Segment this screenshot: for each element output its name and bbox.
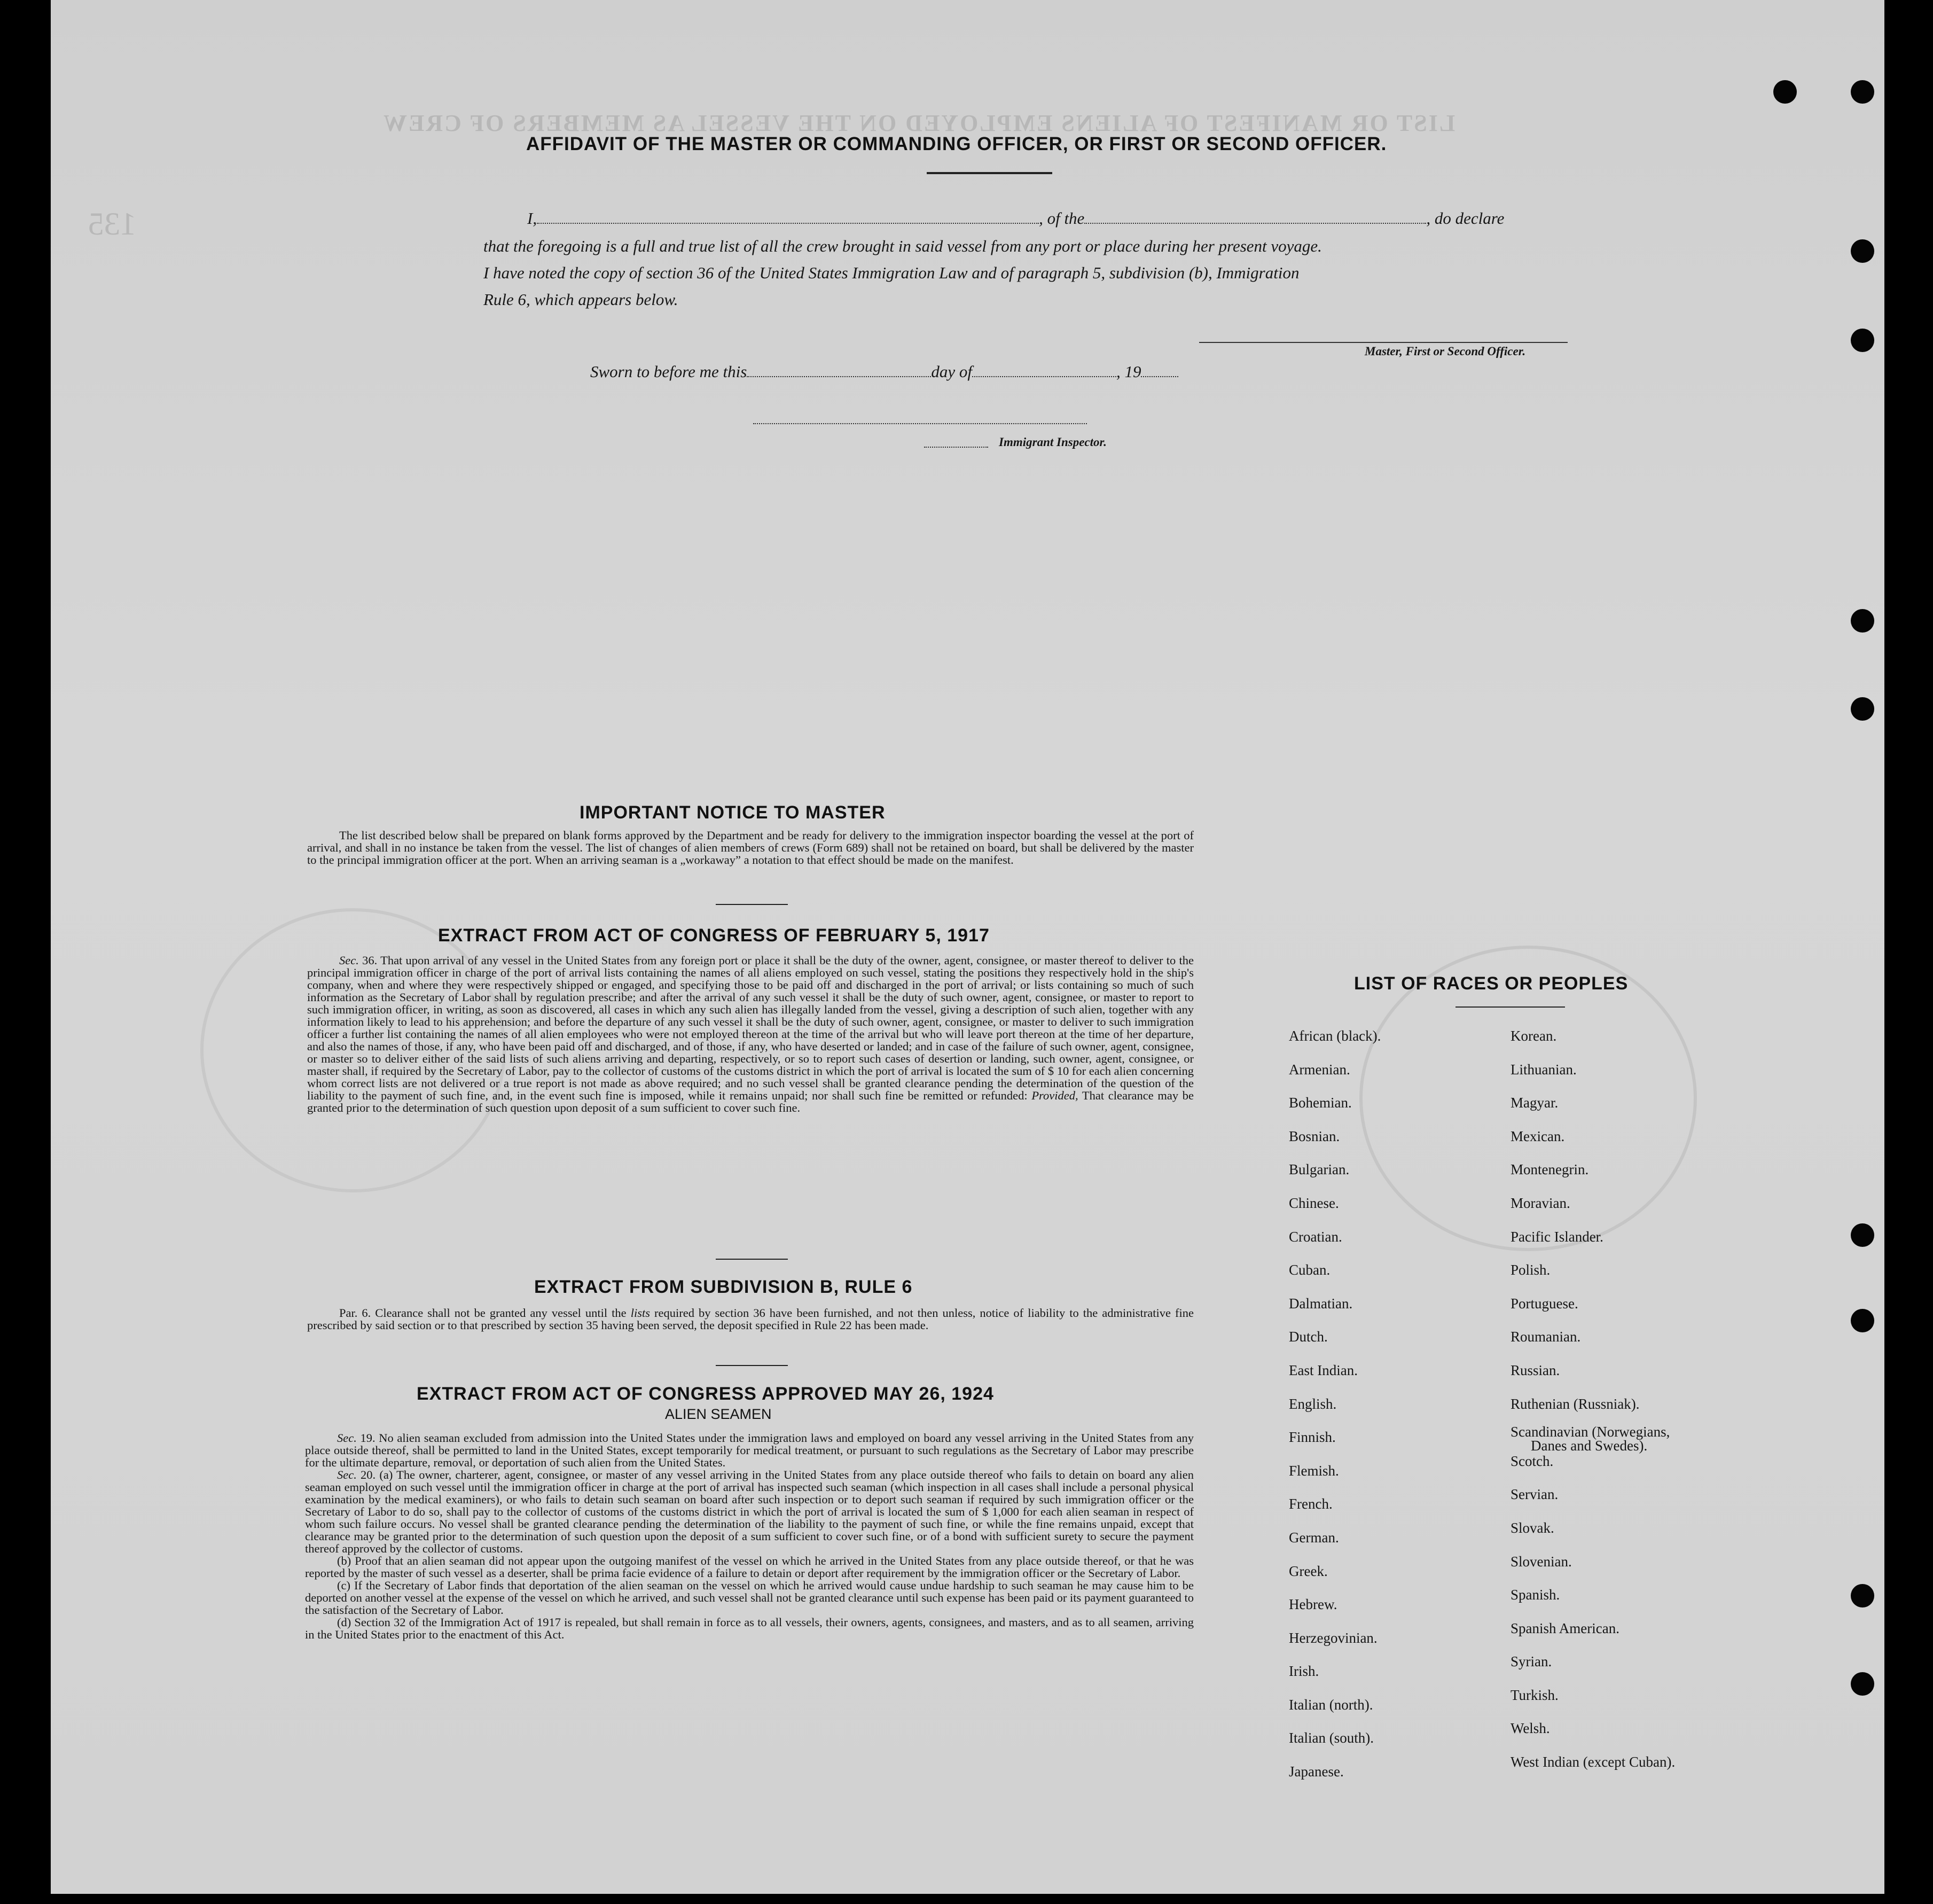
race-item: Greek.	[1289, 1563, 1328, 1579]
race-item: Syrian.	[1511, 1653, 1552, 1670]
race-item: Lithuanian.	[1511, 1061, 1577, 1078]
sec20-label: Sec.	[337, 1468, 357, 1481]
rule6-body	[307, 1307, 1194, 1331]
binder-hole	[1773, 80, 1797, 104]
bleed-through-header: LIST OR MANIFEST OF ALIENS EMPLOYED ON THE VESSEL AS MEMBERS OF CREW	[382, 110, 1455, 136]
divider	[716, 1365, 788, 1366]
act1917-text-end: That clearance may be granted prior to the determination of such question upon deposit of a sum sufficient to cover such fine.	[307, 1089, 1194, 1114]
notice-text: The list described below shall be prepared on blank forms approved by the Department and be ready for delivery to the immigration inspector boarding the vessel at the port of arrival, and shall in no instance be taken from the vessel. The list of changes of alien members of crews (Form 689) shall not be retained on board, but shall be delivered by the master to the principal immigration officer at the port. When an arriving seaman is a „workaway” a notation to that effect should be made on the manifest.	[307, 829, 1194, 867]
races-title-rule	[1455, 1006, 1565, 1008]
race-item: Korean.	[1511, 1028, 1557, 1044]
master-signature-line[interactable]	[1199, 342, 1568, 343]
sec-label: Sec.	[339, 954, 359, 967]
act1917-text: 36. That upon arrival of any vessel in the United States from any foreign port or place it shall be the duty of the owner, agent, consignee, or master thereof to deliver to the principal immigration officer in charge of the port of arrival lists containing the names of all aliens employed on such vessel, stating the positions they respectively hold in the ship's company, when and where they were respectively shipped or engaged, and specifying those to be paid off and discharged in the port of arrival; or lists containing so much of such information as the Secretary of Labor shall by regulation prescribe; and after the arrival of any such vessel it shall be the duty of such owner, agent, consignee, or master to report to such immigration officer, in writing, as soon as discovered, all cases in which any such alien has illegally landed from the vessel, giving a description of such alien, together with any information likely to lead to his apprehension; and before the departure of any such vessel it shall be the duty of such owner, agent, consignee, or master to deliver to such immigration officer a further list containing the names of all alien employees who were not employed thereon at the time of the arrival but who will leave port thereon at the time of her departure, and also the names of those, if any, who have been paid off and discharged, and of those, if any, who have deserted or landed; and in case of the failure of such owner, agent, consignee, or master so to deliver either of the said lists of such aliens arriving and departing, respectively, or so to report such cases of desertion or landing, such owner, agent, consignee, or master shall, if required by the Secretary of Labor, pay to the collector of customs of the customs district in which the port of arrival is located the sum of $ 10 for each alien concerning whom correct lists are not delivered or a true report is not made as above required; and no such vessel shall be granted clearance pending the determination of the question of the liability to the payment of such fine, and, in the event such fine is imposed, while it remains unpaid; nor shall such fine be remitted or refunded:	[307, 954, 1194, 1102]
document-page	[51, 0, 1884, 1894]
race-item: Slovenian.	[1511, 1553, 1572, 1570]
lists-label: lists	[630, 1306, 650, 1320]
act1917-title: EXTRACT FROM ACT OF CONGRESS OF FEBRUARY 5, 1917	[438, 925, 990, 946]
affidavit-i: I,	[527, 209, 537, 228]
race-item: African (black).	[1289, 1028, 1381, 1044]
race-item: Polish.	[1511, 1262, 1551, 1278]
race-item: Servian.	[1511, 1486, 1559, 1503]
notice-body	[307, 829, 1194, 866]
sec19-text: 19. No alien seaman excluded from admission into the United States under the immigration laws and employed on board any vessel arriving in the United States from any place outside thereof, shall be permitted to land in the United States, except temporarily for medical treatment, or pursuant to such regulations as the Secretary of Labor may prescribe for the ultimate departure, removal, or deportation of such alien from the United States.	[305, 1431, 1194, 1469]
affidavit-declare: , do declare	[1426, 209, 1505, 228]
month-blank[interactable]	[972, 364, 1116, 377]
binder-hole	[1851, 239, 1874, 263]
bleed-through-number: 135	[88, 206, 136, 241]
divider	[716, 1259, 788, 1260]
race-item: Bosnian.	[1289, 1128, 1340, 1144]
race-item: Scotch.	[1511, 1453, 1554, 1469]
race-item: Herzegovinian.	[1289, 1629, 1378, 1646]
race-item: German.	[1289, 1529, 1339, 1546]
race-item: Bulgarian.	[1289, 1161, 1350, 1178]
race-item: Spanish American.	[1511, 1620, 1619, 1636]
affidavit-line-3	[483, 260, 1517, 286]
inspector-label: Immigrant Inspector.	[999, 435, 1107, 449]
affidavit-line-2	[483, 233, 1517, 259]
affidavit-line-1	[483, 206, 1517, 231]
race-item: Turkish.	[1511, 1687, 1559, 1703]
race-item: Spanish.	[1511, 1587, 1560, 1603]
act1924-title: EXTRACT FROM ACT OF CONGRESS APPROVED MAY 26, 1924	[417, 1384, 994, 1404]
race-item: Scandinavian (Norwegians,	[1511, 1424, 1670, 1440]
year-label: , 19	[1116, 362, 1141, 381]
affidavit-line-4	[483, 287, 1517, 313]
race-item: Mexican.	[1511, 1128, 1565, 1144]
race-item: Armenian.	[1289, 1061, 1350, 1078]
race-item: Cuban.	[1289, 1262, 1331, 1278]
race-item-continued: Danes and Swedes).	[1531, 1438, 1648, 1454]
sec20a-text: 20. (a) The owner, charterer, agent, consignee, or master of any vessel arriving in the United States from any place outside thereof who fails to detain on board any alien seaman employed on such vessel until the immigration officer in charge at the port of arrival has inspected such seaman (which inspection in all cases shall include a personal physical examination by the medical examiners), or who fails to detain such seaman on board after such inspection or to deport such seaman if required by such immigration officer or the Secretary of Labor to do so, shall pay to the collector of customs of the customs district in which the port of arrival is located the sum of $ 1,000 for each alien seaman in respect of whom such failure occurs. No vessel shall be granted clearance pending the determination of the liability to the payment of such fine, or while the fine remains unpaid, except that clearance may be granted prior to the determination of such question upon the deposit of a sum sufficient to cover such fine, or of a bond with sufficient surety to secure the payment thereof approved by the collector of customs.	[305, 1468, 1194, 1555]
race-item: Bohemian.	[1289, 1095, 1352, 1111]
race-item: Dutch.	[1289, 1329, 1328, 1345]
inspector-line-lower[interactable]	[924, 447, 988, 448]
act1924-subtitle: ALIEN SEAMEN	[665, 1406, 772, 1422]
affidavit-statement-3: Rule 6, which appears below.	[483, 290, 678, 309]
race-item: Russian.	[1511, 1362, 1560, 1378]
race-item: English.	[1289, 1395, 1337, 1412]
binder-hole	[1851, 609, 1874, 633]
act1924-body	[305, 1432, 1194, 1641]
vessel-blank[interactable]	[1084, 211, 1426, 224]
race-item: Hebrew.	[1289, 1596, 1337, 1613]
race-item: Ruthenian (Russniak).	[1511, 1395, 1640, 1412]
inspector-line-upper[interactable]	[753, 423, 1087, 424]
race-item: Pacific Islander.	[1511, 1228, 1603, 1245]
race-item: Welsh.	[1511, 1720, 1550, 1737]
race-item: Italian (north).	[1289, 1696, 1373, 1713]
divider	[716, 904, 788, 905]
affidavit-statement-2: I have noted the copy of section 36 of the United States Immigration Law and of paragraph 5, subdivision (b), Immigration	[483, 263, 1300, 282]
binder-hole	[1851, 329, 1874, 352]
master-signature-label: Master, First or Second Officer.	[1365, 345, 1526, 358]
races-left-column	[1289, 1019, 1381, 1789]
sec20c-text: (c) If the Secretary of Labor finds that deportation of the alien seaman on the vessel on which he arrived would cause undue hardship to such seaman he may cause him to be deported on another vessel at the expense of the vessel on which he arrived, and such vessel shall not be granted clearance until such expense has been paid or its payment guaranteed to the satisfaction of the Secretary of Labor.	[305, 1579, 1194, 1617]
binder-hole	[1851, 1672, 1874, 1696]
race-item: Dalmatian.	[1289, 1295, 1353, 1312]
races-right-column	[1511, 1019, 1675, 1779]
sec19-label: Sec.	[337, 1431, 357, 1445]
race-item: Magyar.	[1511, 1095, 1559, 1111]
race-item: East Indian.	[1289, 1362, 1358, 1378]
sec20d-text: (d) Section 32 of the Immigration Act of 1917 is repealed, but shall remain in force as to all vessels, their owners, agents, consignees, and masters, and as to all seamen, arriving in the United States prior to the enactment of this Act.	[305, 1616, 1194, 1641]
binder-hole	[1851, 1309, 1874, 1332]
race-item: Japanese.	[1289, 1763, 1344, 1780]
binder-hole	[1851, 1584, 1874, 1608]
race-item: French.	[1289, 1496, 1333, 1512]
notice-title: IMPORTANT NOTICE TO MASTER	[580, 802, 886, 823]
binder-hole	[1851, 80, 1874, 104]
race-item: Chinese.	[1289, 1195, 1339, 1211]
affidavit-title: AFFIDAVIT OF THE MASTER OR COMMANDING OFFICER, OR FIRST OR SECOND OFFICER.	[526, 134, 1387, 154]
sworn-line	[590, 359, 1285, 385]
day-of-label: day of	[931, 362, 972, 381]
provided-label: Provided,	[1031, 1089, 1078, 1102]
name-blank[interactable]	[537, 211, 1039, 224]
sec20b-text: (b) Proof that an alien seaman did not appear upon the outgoing manifest of the vessel on which he arrived in the United States from any place outside thereof, or that he was reported by the master of such vessel as a deserter, shall be prima facie evidence of a failure to detain or deport after requirement by the immigration officer or the Secretary of Labor.	[305, 1554, 1194, 1580]
race-item: Flemish.	[1289, 1462, 1339, 1479]
race-item: Montenegrin.	[1511, 1161, 1589, 1178]
race-item: Italian (south).	[1289, 1730, 1374, 1746]
race-item: West Indian (except Cuban).	[1511, 1754, 1676, 1770]
rule6-text-a: Par. 6. Clearance shall not be granted any vessel until the	[339, 1306, 627, 1320]
race-item: Portuguese.	[1511, 1295, 1578, 1312]
act1917-body	[307, 954, 1194, 1114]
race-item: Moravian.	[1511, 1195, 1570, 1211]
sworn-label: Sworn to before me this	[590, 362, 747, 381]
affidavit-of-the: , of the	[1039, 209, 1085, 228]
races-title: LIST OF RACES OR PEOPLES	[1354, 973, 1629, 994]
affidavit-statement: that the foregoing is a full and true list of all the crew brought in said vessel from any port or place during her present voyage.	[483, 237, 1322, 255]
binder-hole	[1851, 697, 1874, 721]
race-item: Irish.	[1289, 1663, 1319, 1680]
rule6-title: EXTRACT FROM SUBDIVISION B, RULE 6	[534, 1277, 913, 1297]
race-item: Slovak.	[1511, 1519, 1554, 1536]
day-blank[interactable]	[747, 364, 931, 377]
race-item: Roumanian.	[1511, 1329, 1581, 1345]
race-item: Finnish.	[1289, 1429, 1336, 1446]
rule6-text-b: required by section 36 have been furnished, and not then unless, notice of liability to the administrative fine prescribed by said section or to that prescribed by section 35 having been served, the deposit specified in Rule 22 has been made.	[307, 1306, 1194, 1332]
binder-hole	[1851, 1223, 1874, 1247]
affidavit-title-rule	[927, 172, 1052, 174]
race-item: Croatian.	[1289, 1228, 1342, 1245]
year-blank[interactable]	[1141, 364, 1178, 377]
